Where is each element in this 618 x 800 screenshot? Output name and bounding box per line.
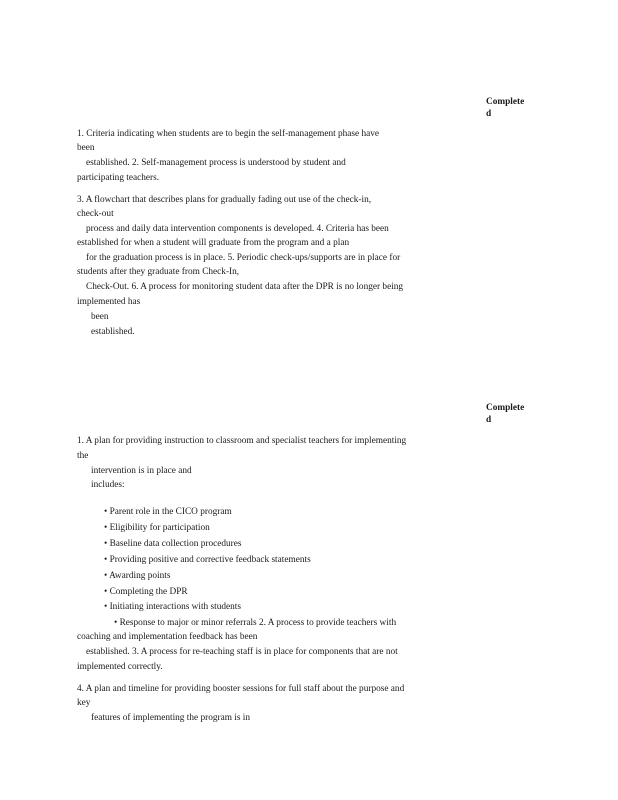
section1-line: established. 2. Self-management process is understood by student and (86, 158, 346, 168)
section1-line: implemented has (77, 297, 141, 307)
bullet-item: • Baseline data collection procedures (104, 539, 242, 549)
section2-line: coaching and implementation feedback has been (77, 632, 258, 642)
section1-line: check-out (77, 209, 114, 219)
section2-line: 4. A plan and timeline for providing booster sessions for full staff about the purpose and (77, 684, 405, 694)
section1-line: established for when a student will graduate from the program and a plan (77, 238, 350, 248)
bullet-item: • Parent role in the CICO program (104, 507, 232, 517)
section2-line: key (77, 698, 91, 708)
section1-line: process and daily data intervention components is developed. 4. Criteria has been (86, 224, 389, 234)
section2-line: 1. A plan for providing instruction to classroom and specialist teachers for implementing (77, 436, 407, 446)
section1-line: students after they graduate from Check-In, (77, 267, 240, 277)
section2-line: includes: (91, 480, 125, 490)
section1-line: Check-Out. 6. A process for monitoring student data after the DPR is no longer being (86, 282, 404, 292)
completion-status-1 (486, 96, 530, 120)
section1-line: 3. A flowchart that describes plans for gradually fading out use of the check-in, (77, 195, 372, 205)
section2-line: features of implementing the program is in (91, 713, 251, 723)
bullet-item: • Completing the DPR (104, 587, 188, 597)
section1-line: been (77, 143, 95, 153)
section2-line: intervention is in place and (91, 466, 192, 476)
section2-line: the (77, 451, 89, 461)
section2-line: established. 3. A process for re-teaching staff is in place for components that are not (86, 647, 398, 657)
section1-line: for the graduation process is in place. 5. Periodic check-ups/supports are in place for (86, 253, 401, 263)
section1-line: established. (91, 327, 135, 337)
section2-line: implemented correctly. (77, 662, 163, 672)
section1-line: 1. Criteria indicating when students are to begin the self-management phase have (77, 129, 380, 139)
bullet-item: • Initiating interactions with students (104, 602, 242, 612)
bullet-item: • Response to major or minor referrals 2. A process to provide teachers with (114, 618, 397, 628)
bullet-item: • Providing positive and corrective feedback statements (104, 555, 311, 565)
bullet-item: • Awarding points (104, 571, 171, 581)
section1-line: participating teachers. (77, 173, 160, 183)
completion-status-2 (486, 402, 530, 426)
section1-line: been (91, 312, 109, 322)
bullet-item: • Eligibility for participation (104, 523, 210, 533)
status-text: Complete d (486, 97, 525, 119)
status-text: Complete d (486, 403, 525, 425)
